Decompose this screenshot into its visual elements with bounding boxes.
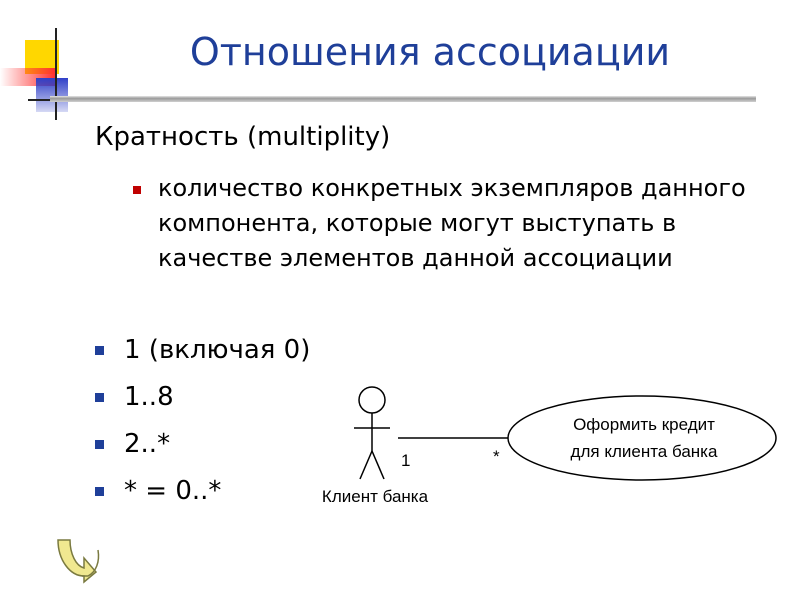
sub-bullet-text: количество конкретных экземпляров данного компонента, которые могут выступать в качестве элементов данной ассоциации (158, 174, 746, 272)
list-item-label: * = 0..* (124, 476, 222, 506)
use-case-label-line2: для клиента банка (570, 442, 718, 461)
sub-bullet-marker (133, 186, 141, 194)
use-case-diagram (300, 376, 780, 516)
slide-title: Отношения ассоциации (189, 30, 671, 74)
multiplicity-list (95, 330, 310, 518)
list-item (95, 424, 310, 471)
squares-logo (0, 28, 90, 120)
section-heading: Кратность (multiplity) (95, 122, 391, 152)
bullet-marker (95, 440, 104, 449)
bullet-marker (95, 346, 104, 355)
list-item-label: 1 (включая 0) (124, 335, 311, 365)
return-arrow-icon[interactable] (52, 532, 106, 584)
multiplicity-usecase-end: * (493, 447, 500, 466)
actor-figure (354, 387, 390, 479)
use-case-label-line1: Оформить кредит (573, 415, 715, 434)
bullet-marker (95, 487, 104, 496)
multiplicity-actor-end: 1 (401, 451, 411, 470)
use-case-ellipse (508, 396, 776, 480)
actor-label: Клиент банка (321, 487, 429, 506)
title-underline (50, 96, 756, 102)
list-item (95, 471, 310, 518)
list-item-label: 1..8 (124, 382, 174, 412)
list-item-label: 2..* (124, 429, 171, 459)
list-item (95, 377, 310, 424)
list-item (95, 330, 310, 377)
bullet-marker (95, 393, 104, 402)
